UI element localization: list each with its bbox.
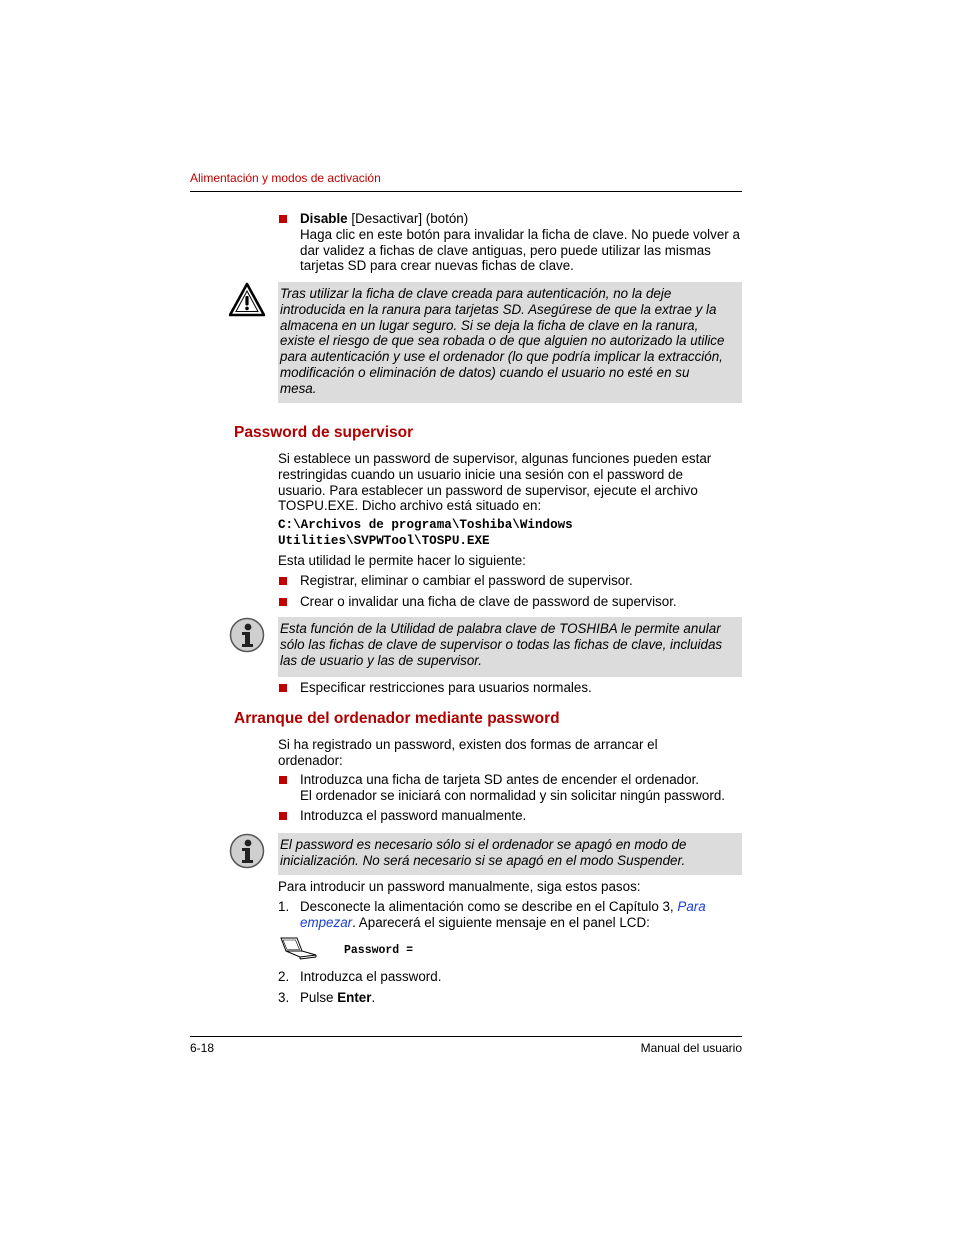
lcd-message: Password =: [344, 944, 414, 957]
paragraph-line: Si establece un password de supervisor, algunas funciones pueden estar: [278, 451, 712, 466]
footer-rule: [190, 1036, 742, 1037]
steps-intro: Para introducir un password manualmente, siga estos pasos:: [278, 879, 641, 894]
paragraph-line: ordenador:: [278, 752, 343, 768]
step-text: [300, 915, 748, 931]
info-icon: [229, 833, 265, 869]
manual-title: Manual del usuario: [640, 1041, 742, 1055]
list-item: [278, 772, 748, 804]
step-text: [300, 990, 748, 1006]
section-title-boot-with-password: Arranque del ordenador mediante password: [234, 710, 560, 727]
list-item-text: Crear o invalidar una ficha de clave de password de supervisor.: [300, 594, 677, 609]
chapter-link[interactable]: Para: [677, 899, 706, 914]
file-path-line: C:\Archivos de programa\Toshiba\Windows: [278, 518, 573, 532]
step-text-part: .: [371, 990, 376, 1005]
note-line: inicialización. No será necesario si se apagó en el modo Suspender.: [280, 852, 686, 868]
list-item: [278, 594, 748, 610]
boot-intro: [278, 737, 746, 769]
bullet-marker: [279, 812, 287, 820]
list-item: [278, 680, 748, 696]
info-note-boot: [278, 833, 742, 875]
note-line: sólo las fichas de clave de supervisor o todas las fichas de clave, incluidas: [280, 636, 723, 652]
step-number: 1.: [278, 899, 290, 914]
disable-bold: Disable: [300, 211, 348, 226]
note-line: Tras utilizar la ficha de clave creada para autenticación, no la deje: [280, 286, 672, 301]
note-line: existe el riesgo de que sea robada o de que alguien no autorizado la utilice: [280, 333, 725, 349]
disable-label-rest: [Desactivar] (botón): [347, 211, 469, 226]
bullet-marker: [279, 577, 287, 585]
list-item-text: Especificar restricciones para usuarios normales.: [300, 680, 592, 695]
paragraph-line: Si ha registrado un password, existen dos formas de arrancar el: [278, 737, 658, 752]
list-item-text: Registrar, eliminar o cambiar el password de supervisor.: [300, 573, 633, 588]
disable-list-item: [278, 211, 748, 274]
step-number: 2.: [278, 969, 290, 984]
laptop-icon: [278, 936, 318, 962]
step-text-part: Pulse: [300, 990, 338, 1005]
page-number: 6-18: [190, 1041, 215, 1055]
list-item-text: El ordenador se iniciará con normalidad y sin solicitar ningún password.: [300, 787, 726, 803]
list-item-text: Introduzca el password manualmente.: [300, 808, 527, 823]
info-note-supervisor: [278, 617, 742, 677]
note-line: modificación o eliminación de datos) cuando el usuario no esté en su: [280, 364, 690, 380]
note-line: para autenticación y use el ordenador (lo que podría implicar la extracción,: [280, 349, 723, 365]
disable-label: [300, 211, 748, 227]
warning-icon: [229, 282, 265, 318]
paragraph-line: TOSPU.EXE. Dicho archivo está situado en:: [278, 498, 542, 514]
warning-note: [278, 282, 742, 403]
file-path: [278, 518, 746, 550]
note-line: El password es necesario sólo si el ordenador se apagó en modo de: [280, 837, 687, 852]
header-rule: [190, 191, 742, 192]
bullet-marker: [279, 776, 287, 784]
note-line: mesa.: [280, 380, 317, 396]
note-line: las de usuario y las de supervisor.: [280, 652, 482, 668]
list-item: [278, 808, 748, 824]
utility-intro: Esta utilidad le permite hacer lo siguiente:: [278, 553, 526, 568]
info-icon: [229, 617, 265, 653]
section-title-supervisor-password: Password de supervisor: [234, 424, 414, 441]
paragraph-line: restringidas cuando un usuario inicie una sesión con el password de: [278, 466, 683, 482]
bullet-marker: [279, 684, 287, 692]
step-text: [300, 899, 748, 915]
note-line: almacena en un lugar seguro. Si se deja la ficha de clave en la ranura,: [280, 317, 699, 333]
step-text-part: Desconecte la alimentación como se describe en el Capítulo 3,: [300, 899, 678, 914]
step-text: Introduzca el password.: [300, 969, 442, 984]
file-path-line: Utilities\SVPWTool\TOSPU.EXE: [278, 533, 490, 548]
paragraph-line: usuario. Para establecer un password de supervisor, ejecute el archivo: [278, 482, 698, 498]
bullet-marker: [279, 215, 287, 223]
note-line: Esta función de la Utilidad de palabra clave de TOSHIBA le permite anular: [280, 621, 721, 636]
enter-key-label: Enter: [337, 990, 372, 1005]
step-1: [278, 899, 748, 931]
supervisor-intro: [278, 451, 746, 514]
running-header: Alimentación y modos de activación: [190, 171, 381, 185]
step-number: 3.: [278, 990, 290, 1005]
list-item: [278, 573, 748, 589]
bullet-marker: [279, 598, 287, 606]
step-text-part: . Aparecerá el siguiente mensaje en el panel LCD:: [352, 914, 650, 930]
disable-description: Haga clic en este botón para invalidar la ficha de clave. No puede volver a dar validez a fichas de clave antiguas, pero puede utilizar las mismas tarjetas SD para crear nuevas fichas de clave.: [300, 226, 740, 274]
step-2: [278, 969, 748, 985]
step-3: [278, 990, 748, 1006]
chapter-link[interactable]: empezar: [300, 914, 353, 930]
list-item-text: Introduzca una ficha de tarjeta SD antes de encender el ordenador.: [300, 772, 700, 787]
note-line: introducida en la ranura para tarjetas SD. Asegúrese de que la extrae y la: [280, 301, 717, 317]
